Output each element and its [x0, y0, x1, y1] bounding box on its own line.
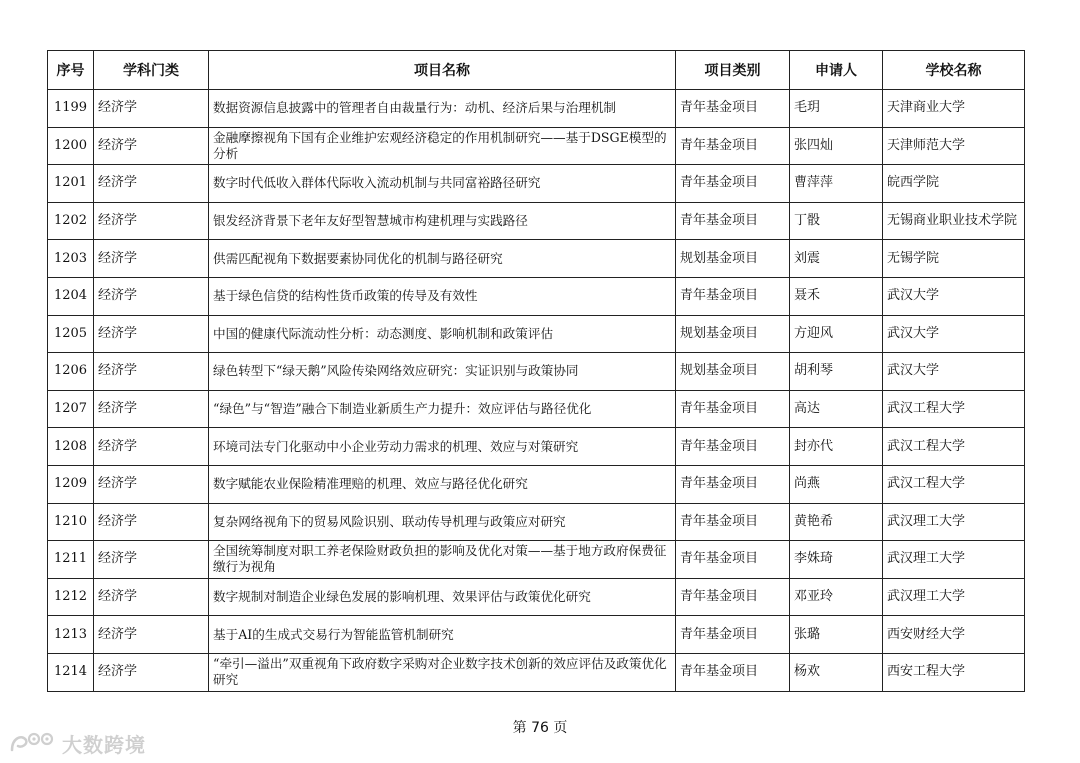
cell-title: 银发经济背景下老年友好型智慧城市构建机理与实践路径	[209, 202, 676, 240]
table-row	[48, 428, 1025, 466]
cell-type: 青年基金项目	[676, 202, 790, 240]
cell-type: 青年基金项目	[676, 390, 790, 428]
cell-school: 无锡学院	[883, 240, 1025, 278]
cell-applicant: 张四灿	[790, 127, 883, 165]
table-row	[48, 240, 1025, 278]
table-row	[48, 465, 1025, 503]
cell-discipline: 经济学	[94, 653, 209, 691]
table-row	[48, 578, 1025, 616]
cell-title: 中国的健康代际流动性分析：动态测度、影响机制和政策评估	[209, 315, 676, 353]
cell-seq: 1202	[48, 202, 94, 240]
table-row	[48, 277, 1025, 315]
cell-discipline: 经济学	[94, 240, 209, 278]
cell-seq: 1209	[48, 465, 94, 503]
cell-school: 武汉理工大学	[883, 578, 1025, 616]
table-row	[48, 315, 1025, 353]
cell-applicant: 封亦代	[790, 428, 883, 466]
cell-applicant: 毛玥	[790, 90, 883, 128]
cell-title: “牵引—溢出”双重视角下政府数字采购对企业数字技术创新的效应评估及政策优化研究	[209, 653, 676, 691]
cell-title: 数据资源信息披露中的管理者自由裁量行为：动机、经济后果与治理机制	[209, 90, 676, 128]
table-row	[48, 653, 1025, 691]
cell-applicant: 丁骰	[790, 202, 883, 240]
cell-applicant: 方迎风	[790, 315, 883, 353]
header-discipline: 学科门类	[94, 51, 209, 90]
cell-applicant: 聂禾	[790, 277, 883, 315]
cell-school: 武汉大学	[883, 353, 1025, 391]
cell-school: 武汉大学	[883, 315, 1025, 353]
cell-discipline: 经济学	[94, 90, 209, 128]
cell-type: 青年基金项目	[676, 653, 790, 691]
cell-title: “绿色”与“智造”融合下制造业新质生产力提升：效应评估与路径优化	[209, 390, 676, 428]
cell-seq: 1205	[48, 315, 94, 353]
cell-school: 武汉理工大学	[883, 503, 1025, 541]
cell-title: 数字规制对制造企业绿色发展的影响机理、效果评估与政策优化研究	[209, 578, 676, 616]
cell-school: 武汉工程大学	[883, 390, 1025, 428]
cell-seq: 1208	[48, 428, 94, 466]
cell-discipline: 经济学	[94, 127, 209, 165]
cell-type: 青年基金项目	[676, 127, 790, 165]
cell-type: 规划基金项目	[676, 240, 790, 278]
cell-title: 复杂网络视角下的贸易风险识别、联动传导机理与政策应对研究	[209, 503, 676, 541]
cell-title: 绿色转型下“绿天鹅”风险传染网络效应研究：实证识别与政策协同	[209, 353, 676, 391]
cell-type: 青年基金项目	[676, 428, 790, 466]
cell-discipline: 经济学	[94, 578, 209, 616]
cell-type: 青年基金项目	[676, 165, 790, 203]
cell-type: 青年基金项目	[676, 578, 790, 616]
cell-seq: 1204	[48, 277, 94, 315]
cell-title: 供需匹配视角下数据要素协同优化的机制与路径研究	[209, 240, 676, 278]
cell-applicant: 高达	[790, 390, 883, 428]
cell-applicant: 张璐	[790, 616, 883, 654]
cell-seq: 1201	[48, 165, 94, 203]
cell-seq: 1210	[48, 503, 94, 541]
cell-discipline: 经济学	[94, 315, 209, 353]
cell-discipline: 经济学	[94, 277, 209, 315]
table-row	[48, 353, 1025, 391]
table-body	[48, 90, 1025, 692]
brand-logo-icon	[8, 730, 56, 756]
table-row	[48, 90, 1025, 128]
cell-discipline: 经济学	[94, 390, 209, 428]
cell-seq: 1207	[48, 390, 94, 428]
header-applicant: 申请人	[790, 51, 883, 90]
cell-type: 青年基金项目	[676, 465, 790, 503]
cell-title: 基于AI的生成式交易行为智能监管机制研究	[209, 616, 676, 654]
cell-title: 数字赋能农业保险精准理赔的机理、效应与路径优化研究	[209, 465, 676, 503]
table-row	[48, 541, 1025, 579]
cell-discipline: 经济学	[94, 202, 209, 240]
cell-school: 西安财经大学	[883, 616, 1025, 654]
watermark	[8, 728, 146, 758]
cell-school: 武汉工程大学	[883, 428, 1025, 466]
project-table-container	[47, 50, 1024, 692]
cell-seq: 1211	[48, 541, 94, 579]
header-title: 项目名称	[209, 51, 676, 90]
cell-type: 规划基金项目	[676, 353, 790, 391]
cell-seq: 1206	[48, 353, 94, 391]
cell-school: 武汉工程大学	[883, 465, 1025, 503]
cell-discipline: 经济学	[94, 428, 209, 466]
cell-type: 青年基金项目	[676, 503, 790, 541]
table-row	[48, 503, 1025, 541]
table-row	[48, 127, 1025, 165]
cell-title: 环境司法专门化驱动中小企业劳动力需求的机理、效应与对策研究	[209, 428, 676, 466]
cell-seq: 1212	[48, 578, 94, 616]
cell-school: 皖西学院	[883, 165, 1025, 203]
cell-school: 无锡商业职业技术学院	[883, 202, 1025, 240]
cell-applicant: 胡利琴	[790, 353, 883, 391]
cell-school: 西安工程大学	[883, 653, 1025, 691]
cell-applicant: 刘震	[790, 240, 883, 278]
cell-applicant: 曹萍萍	[790, 165, 883, 203]
cell-title: 全国统筹制度对职工养老保险财政负担的影响及优化对策——基于地方政府保费征缴行为视角	[209, 541, 676, 579]
cell-discipline: 经济学	[94, 353, 209, 391]
table-row	[48, 616, 1025, 654]
cell-seq: 1214	[48, 653, 94, 691]
cell-seq: 1200	[48, 127, 94, 165]
cell-discipline: 经济学	[94, 541, 209, 579]
cell-seq: 1213	[48, 616, 94, 654]
cell-type: 青年基金项目	[676, 616, 790, 654]
cell-applicant: 李姝琦	[790, 541, 883, 579]
page-number: 第 76 页	[512, 720, 568, 736]
table-row	[48, 390, 1025, 428]
table-row	[48, 165, 1025, 203]
cell-type: 青年基金项目	[676, 90, 790, 128]
table-row	[48, 202, 1025, 240]
cell-title: 数字时代低收入群体代际收入流动机制与共同富裕路径研究	[209, 165, 676, 203]
project-table	[47, 50, 1025, 692]
cell-type: 规划基金项目	[676, 315, 790, 353]
cell-discipline: 经济学	[94, 503, 209, 541]
watermark-text: 大数跨境	[62, 732, 146, 757]
cell-applicant: 邓亚玲	[790, 578, 883, 616]
header-seq: 序号	[48, 51, 94, 90]
header-school: 学校名称	[883, 51, 1025, 90]
cell-type: 青年基金项目	[676, 277, 790, 315]
cell-seq: 1203	[48, 240, 94, 278]
cell-discipline: 经济学	[94, 616, 209, 654]
cell-applicant: 尚燕	[790, 465, 883, 503]
cell-title: 基于绿色信贷的结构性货币政策的传导及有效性	[209, 277, 676, 315]
cell-school: 天津商业大学	[883, 90, 1025, 128]
cell-type: 青年基金项目	[676, 541, 790, 579]
cell-school: 天津师范大学	[883, 127, 1025, 165]
header-type: 项目类别	[676, 51, 790, 90]
table-header-row	[48, 51, 1025, 90]
cell-school: 武汉大学	[883, 277, 1025, 315]
cell-applicant: 杨欢	[790, 653, 883, 691]
cell-school: 武汉理工大学	[883, 541, 1025, 579]
cell-seq: 1199	[48, 90, 94, 128]
cell-applicant: 黄艳希	[790, 503, 883, 541]
cell-discipline: 经济学	[94, 165, 209, 203]
cell-title: 金融摩擦视角下国有企业维护宏观经济稳定的作用机制研究——基于DSGE模型的分析	[209, 127, 676, 165]
cell-discipline: 经济学	[94, 465, 209, 503]
